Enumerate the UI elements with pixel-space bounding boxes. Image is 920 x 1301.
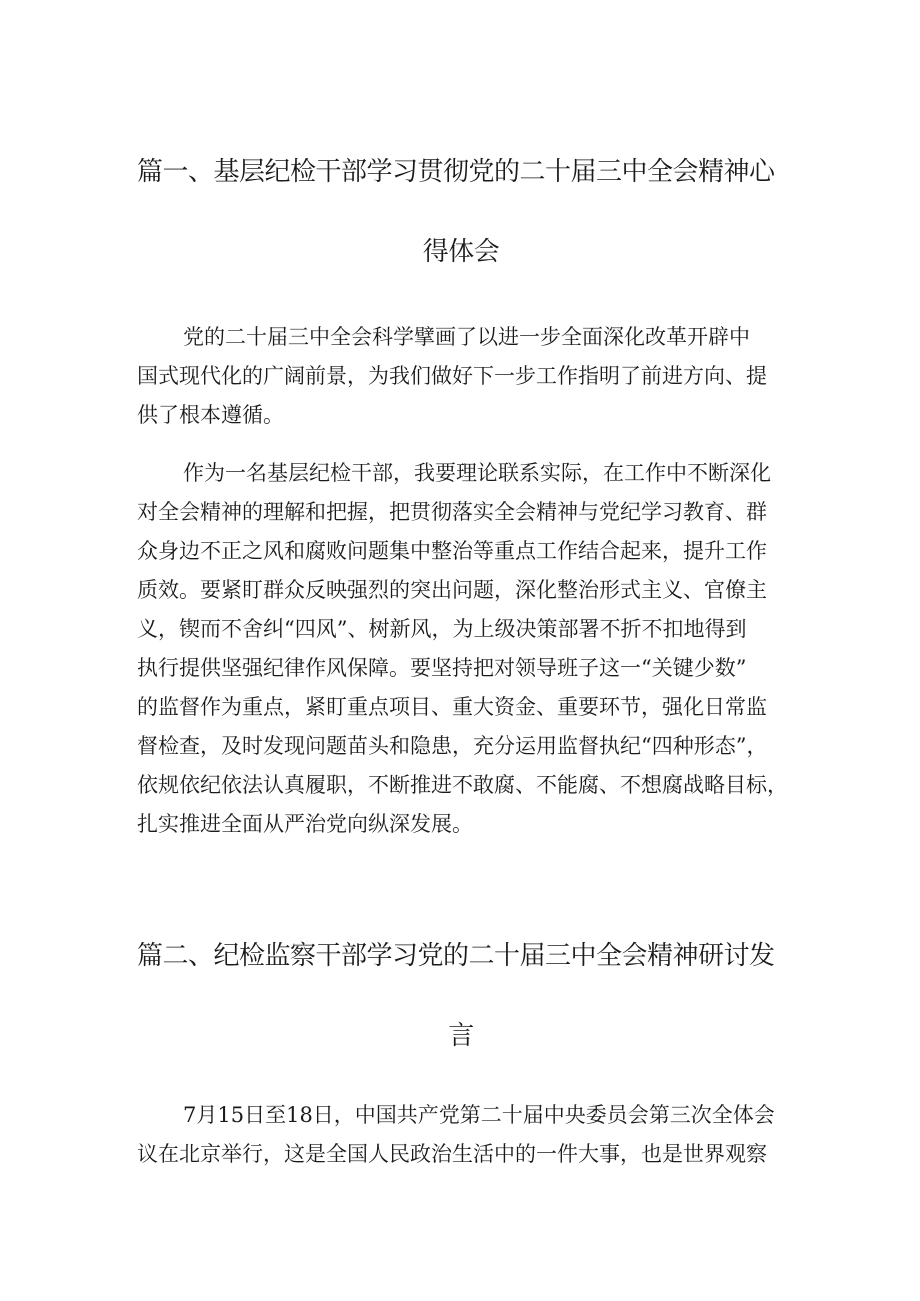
- paragraph-line: 作为一名基层纪检干部，我要理论联系实际，在工作中不断深化: [183, 461, 771, 485]
- paragraph-line: 质效。要紧盯群众反映强烈的突出问题，深化整治形式主义、官僚主: [137, 578, 767, 602]
- paragraph-line: 扎实推进全面从严治党向纵深发展。: [137, 812, 473, 836]
- section-1-title: [137, 132, 777, 292]
- paragraph-line: 对全会精神的理解和把握，把贯彻落实全会精神与党纪学习教育、群: [137, 500, 767, 524]
- paragraph-line: 国式现代化的广阔前景，为我们做好下一步工作指明了前进方向、提: [137, 364, 767, 388]
- section-1-title-line-2: 得体会: [422, 237, 500, 267]
- paragraph-line: 执行提供坚强纪律作风保障。要坚持把对领导班子这一“关键少数”: [137, 656, 747, 680]
- section-2-paragraph-1: [137, 1096, 789, 1174]
- paragraph-line: 7月15日至18日，中国共产党第二十届中央委员会第三次全体会: [183, 1103, 775, 1127]
- section-2-title: [137, 916, 777, 1076]
- paragraph-line: 督检查，及时发现问题苗头和隐患，充分运用监督执纪“四种形态”，: [137, 734, 768, 758]
- section-2-title-line-1: 篇二、纪检监察干部学习党的二十届三中全会精神研讨发: [137, 941, 775, 971]
- section-1-title-line-1: 篇一、基层纪检干部学习贯彻党的二十届三中全会精神心: [137, 157, 775, 187]
- paragraph-line: 议在北京举行，这是全国人民政治生活中的一件大事，也是世界观察: [137, 1142, 767, 1166]
- paragraph-line: 党的二十届三中全会科学擘画了以进一步全面深化改革开辟中: [183, 325, 750, 349]
- paragraph-line: 依规依纪依法认真履职，不断推进不敢腐、不能腐、不想腐战略目标，: [137, 773, 788, 797]
- section-1-paragraph-2: [137, 454, 789, 844]
- section-2-title-line-2: 言: [448, 1021, 474, 1051]
- section-1-paragraph-1: [137, 318, 789, 435]
- paragraph-line: 的监督作为重点，紧盯重点项目、重大资金、重要环节，强化日常监: [137, 695, 767, 719]
- paragraph-line: 众身边不正之风和腐败问题集中整治等重点工作结合起来，提升工作: [137, 539, 767, 563]
- paragraph-line: 供了根本遵循。: [137, 403, 284, 427]
- paragraph-line: 义，锲而不舍纠“四风”、树新风，为上级决策部署不折不扣地得到: [137, 617, 747, 641]
